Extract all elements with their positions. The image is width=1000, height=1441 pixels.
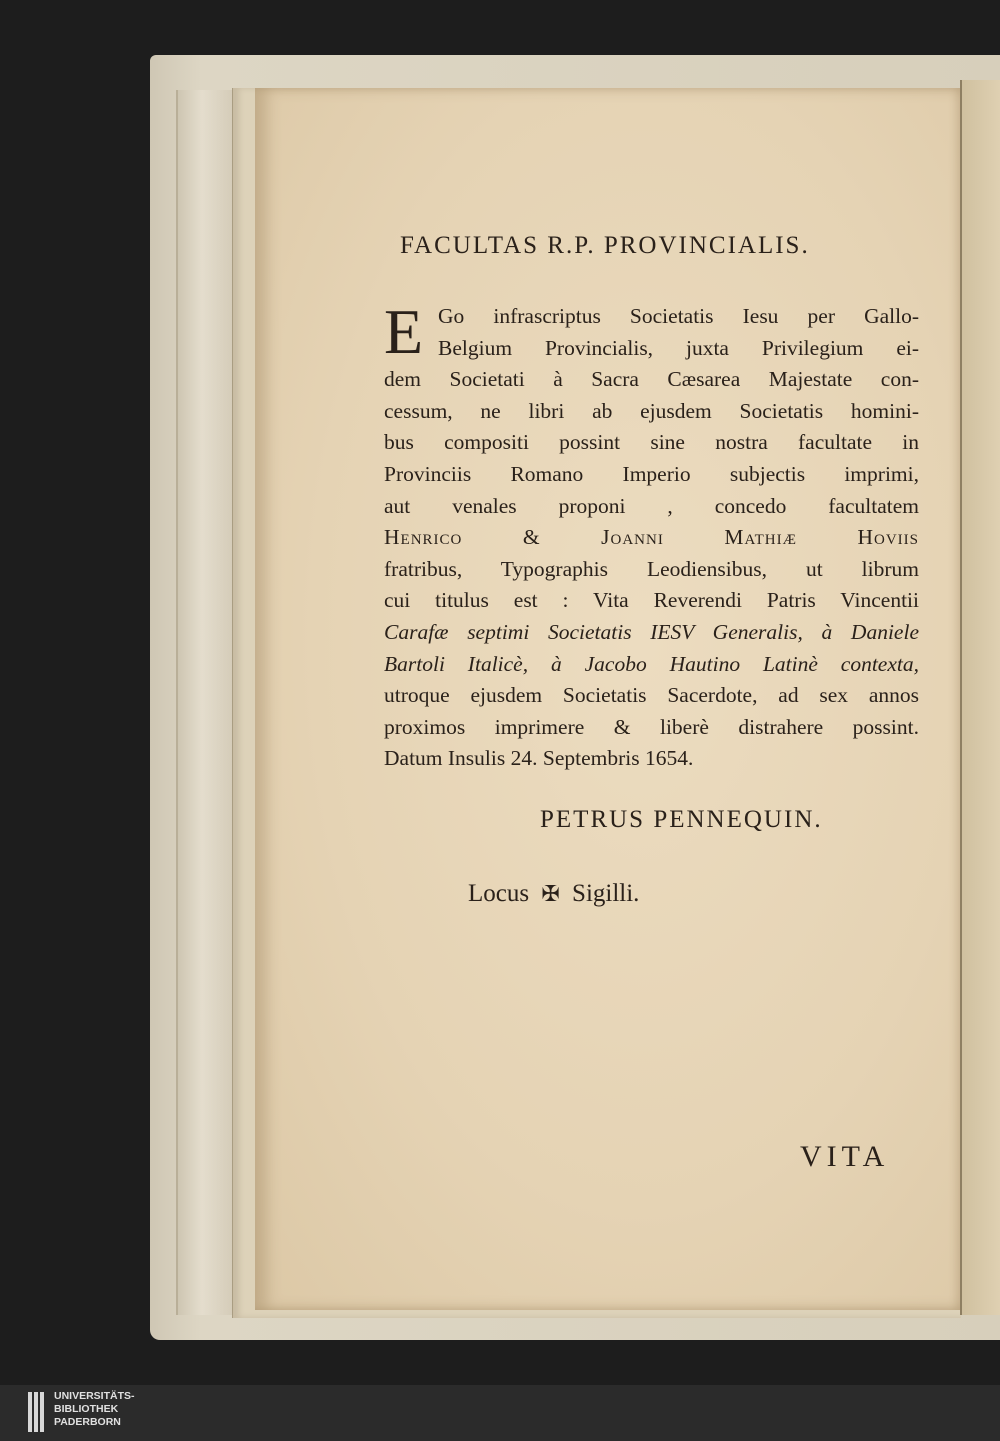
library-logo-text bbox=[54, 1390, 174, 1429]
facing-page-edge bbox=[960, 80, 1000, 1315]
seal-location bbox=[468, 880, 728, 908]
seal-right-text: Sigilli. bbox=[572, 880, 640, 907]
page-heading: FACULTAS R.P. PROVINCIALIS. bbox=[400, 232, 810, 259]
text-line: bus compositi possint sine nostra facultate in bbox=[384, 430, 919, 455]
text-line: Provinciis Romano Imperio subjectis imprimi, bbox=[384, 461, 919, 486]
cover-edge bbox=[176, 90, 238, 1315]
text-line: cui titulus est : Vita Reverendi Patris Vincentii bbox=[384, 588, 919, 613]
text-line: aut venales proponi , concedo facultatem bbox=[384, 493, 919, 518]
library-logo-icon bbox=[28, 1392, 44, 1432]
text-line: fratribus, Typographis Leodiensibus, ut librum bbox=[384, 556, 919, 581]
drop-cap: E bbox=[384, 296, 424, 367]
text-line-date: Datum Insulis 24. Septembris 1654. bbox=[384, 746, 694, 771]
text-line-title: Carafæ septimi Societatis IESV Generalis, à Daniele bbox=[384, 619, 919, 644]
text-line: Belgium Provincialis, juxta Privilegium ei- bbox=[438, 335, 919, 360]
catchword: VITA bbox=[800, 1140, 890, 1173]
text-line: proximos imprimere & liberè distrahere possint. bbox=[384, 714, 919, 739]
text-line: dem Societati à Sacra Cæsarea Majestate con- bbox=[384, 367, 919, 392]
signature: PETRUS PENNEQUIN. bbox=[540, 806, 823, 833]
logo-line: PADERBORN bbox=[54, 1416, 121, 1428]
license-text bbox=[384, 296, 919, 775]
logo-line: UNIVERSITÄTS- bbox=[54, 1390, 135, 1402]
text-line: cessum, ne libri ab ejusdem Societatis homini- bbox=[384, 398, 919, 423]
logo-line: BIBLIOTHEK bbox=[54, 1403, 119, 1415]
text-line: utroque ejusdem Societatis Sacerdote, ad sex annos bbox=[384, 683, 919, 708]
maltese-cross-icon: ✠ bbox=[541, 881, 560, 906]
text-line-title: Bartoli Italicè, à Jacobo Hautino Latinè contexta, bbox=[384, 651, 919, 676]
seal-left-text: Locus bbox=[468, 880, 530, 907]
text-line: Go infrascriptus Societatis Iesu per Gallo- bbox=[438, 304, 919, 328]
text-line-names: Henrico & Joanni Mathiæ Hoviis bbox=[384, 525, 919, 550]
